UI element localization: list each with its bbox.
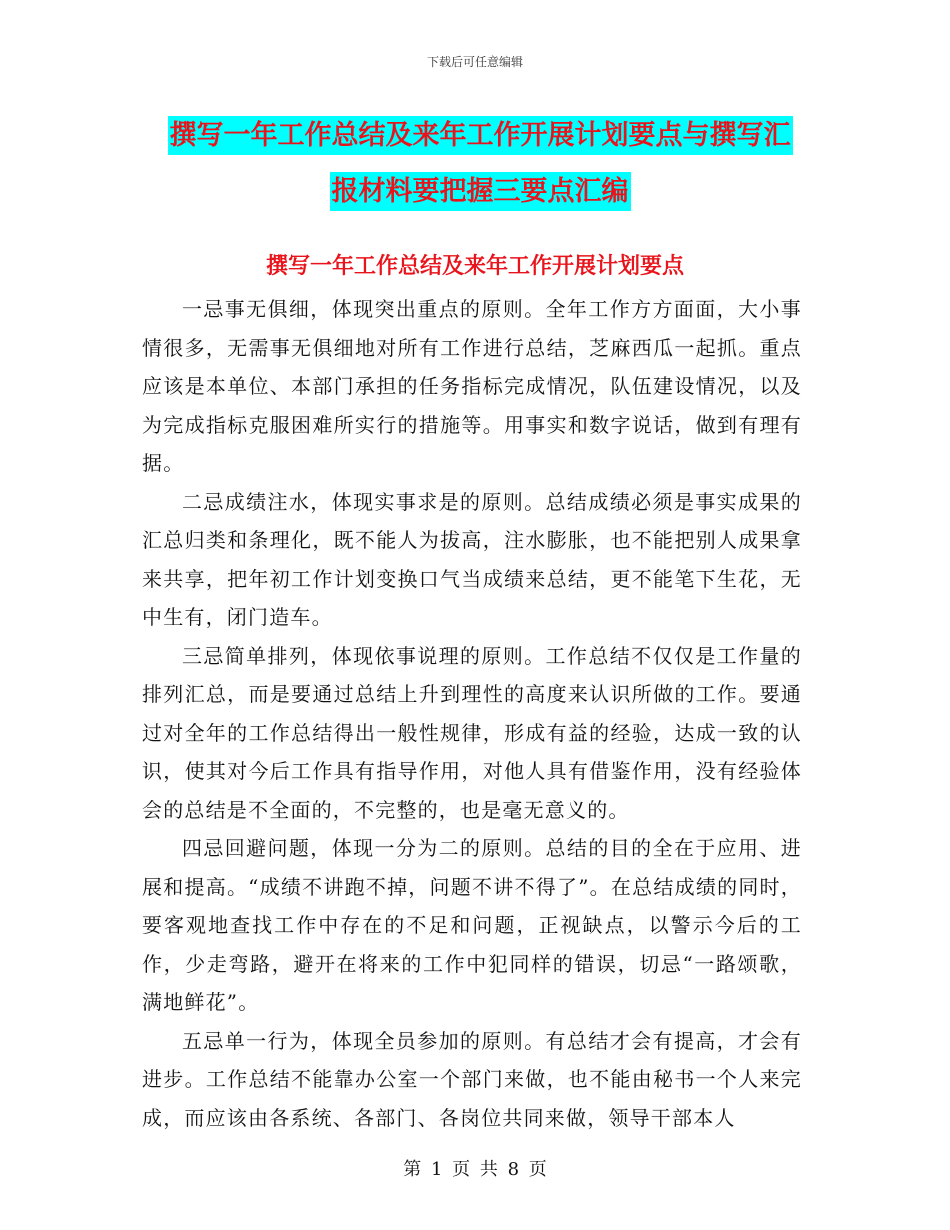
header-note: 下载后可任意编辑 <box>426 55 523 69</box>
paragraph-3: 三忌简单排列，体现依事说理的原则。工作总结不仅仅是工作量的排列汇总，而是要通过总结上升到理性的高度来认识所做的工作。要通过对全年的工作总结得出一般性规律，形成有益的经验，达成一致的认识，使其对今后工作具有指导作用，对他人具有借鉴作用，没有经验体会的总结是不全面的，不完整的，也是毫无意义的。 <box>142 643 802 822</box>
paragraph-1: 一忌事无俱细，体现突出重点的原则。全年工作方方面面，大小事情很多，无需事无俱细地对所有工作进行总结，芝麻西瓜一起抓。重点应该是本单位、本部门承担的任务指标完成情况，队伍建设情况，以及为完成指标克服困难所实行的措施等。用事实和数字说话，做到有理有据。 <box>142 297 802 475</box>
page-indicator: 第 1 页 共 8 页 <box>403 1159 547 1180</box>
document-title-line-2: 报材料要把握三要点汇编 <box>330 172 631 211</box>
paragraph-5: 五忌单一行为，体现全员参加的原则。有总结才会有提高，才会有进步。工作总结不能靠办公室一个部门来做，也不能由秘书一个人来完成，而应该由各系统、各部门、各岗位共同来做，领导干部本人 <box>142 1028 802 1130</box>
document-title-line-1: 撰写一年工作总结及来年工作开展计划要点与撰写汇 <box>168 116 793 155</box>
section-title: 撰写一年工作总结及来年工作开展计划要点 <box>265 254 684 279</box>
paragraph-2: 二忌成绩注水，体现实事求是的原则。总结成绩必须是事实成果的汇总归类和条理化，既不能人为拔高，注水膨胀，也不能把别人成果拿来共享，把年初工作计划变换口气当成绩来总结，更不能笔下生花，无中生有，闭门造车。 <box>142 489 802 629</box>
body-text <box>142 290 802 1137</box>
paragraph-4: 四忌回避问题，体现一分为二的原则。总结的目的全在于应用、进展和提高。“成绩不讲跑不掉，问题不讲不得了”。在总结成绩的同时，要客观地查找工作中存在的不足和问题，正视缺点，以警示今后的工作，少走弯路，避开在将来的工作中犯同样的错误，切忌“一路颂歌，满地鲜花”。 <box>142 836 802 1014</box>
document-title <box>140 108 820 220</box>
